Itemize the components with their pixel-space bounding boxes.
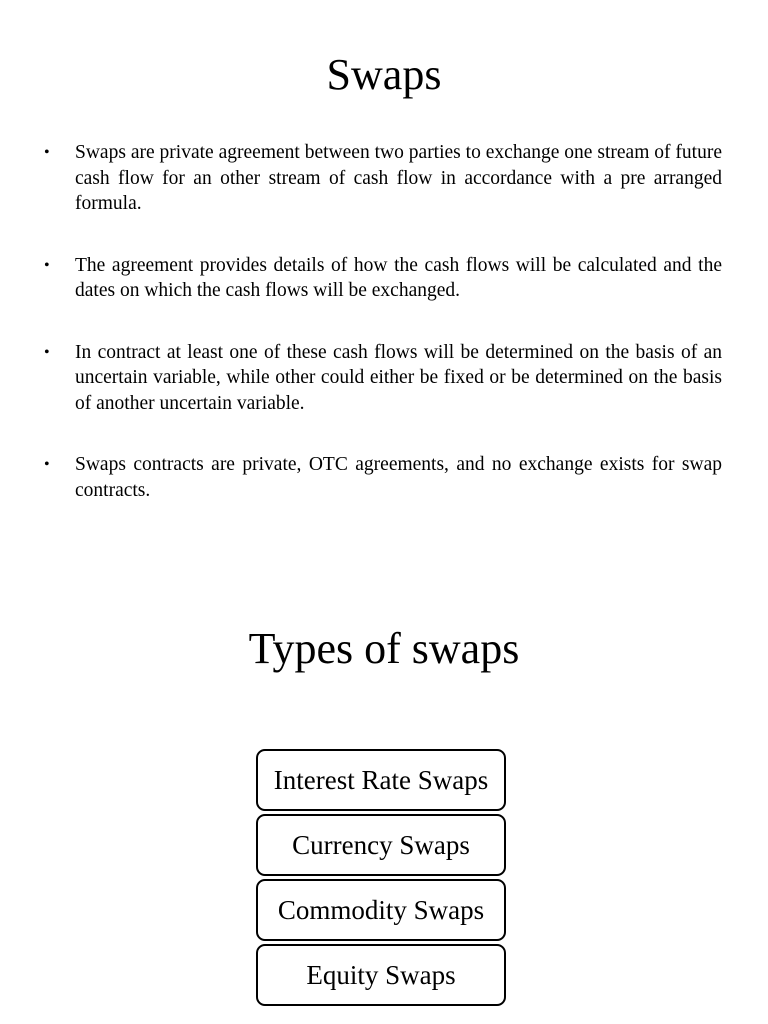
swaps-title: Swaps [326,50,442,99]
bullet-text: Swaps contracts are private, OTC agreements, and no exchange exists for swap contracts. [75,454,722,501]
swap-type-interest-rate: Interest Rate Swaps [256,749,506,811]
bullet-icon: • [44,456,50,473]
swap-type-equity: Equity Swaps [256,944,506,1006]
swap-type-commodity: Commodity Swaps [256,879,506,941]
bullet-item [44,452,722,503]
bullet-item [44,253,722,304]
swap-type-currency: Currency Swaps [256,814,506,876]
swaps-bullet-list [0,140,768,539]
bullet-text: Swaps are private agreement between two parties to exchange one stream of future cash flow for an other stream of cash flow in accordance with a pre arranged formula. [75,142,722,214]
bullet-icon: • [44,256,50,274]
bullet-text: The agreement provides details of how the cash flows will be calculated and the dates on which the cash flows will be exchanged. [75,254,722,301]
bullet-item [44,340,722,417]
bullet-text: In contract at least one of these cash flows will be determined on the basis of an uncertain variable, while other could either be fixed or be determined on the basis of another uncertain variable. [75,341,722,414]
bullet-icon: • [44,343,50,361]
bullet-item [44,140,722,217]
types-of-swaps-title: Types of swaps [248,624,520,673]
swap-types-list [256,749,506,1009]
bullet-icon: • [44,144,50,161]
